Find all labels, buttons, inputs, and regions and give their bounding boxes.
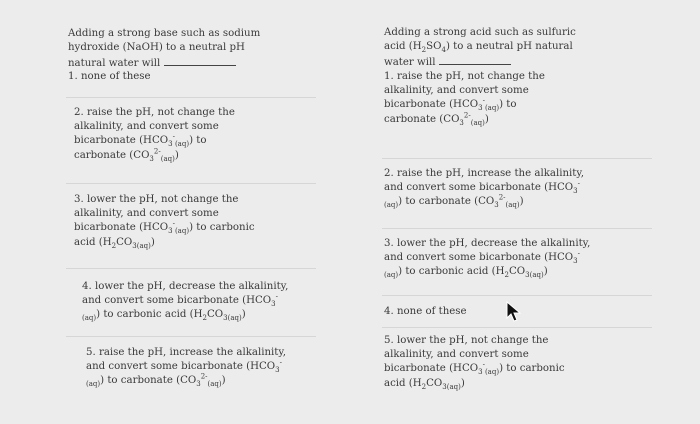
option-text: $_{(aq)}$) to carbonic acid $(H_2CO_{3(aq)})$: [82, 309, 246, 323]
option-text: bicarbonate $(HCO_3^-_{(aq)})$ to carbonic: [74, 220, 255, 236]
question-line: acid $(H_2SO_4)$ to a neutral pH natural: [384, 41, 573, 55]
option-text: carbonate $(CO_3^{2-}_{(aq)})$: [384, 111, 489, 127]
option-text: alkalinity, and convert some: [74, 208, 219, 220]
right-option-3[interactable]: [384, 237, 590, 280]
option-text: 3. lower the pH, decrease the alkalinity,: [384, 238, 591, 249]
option-text: acid $(H_2CO_{3(aq)})$: [74, 236, 155, 250]
option-text: alkalinity, and convert some: [384, 85, 529, 97]
option-text: bicarbonate $(HCO_3^-_{(aq)})$ to carbonic: [384, 361, 565, 377]
option-text: $_{(aq)}$) to carbonate $(CO_3^{2-}_{(aq)})$: [384, 194, 524, 210]
option-text: 5. raise the pH, increase the alkalinity,: [86, 347, 287, 358]
option-text: bicarbonate $(HCO_3^-_{(aq)})$ to: [74, 133, 207, 149]
option-text: 1. raise the pH, not change the: [384, 71, 545, 82]
option-text: and convert some bicarbonate ($HCO_3^-$: [86, 358, 282, 375]
right-option-5[interactable]: [384, 334, 565, 391]
right-question-stem: [384, 26, 576, 71]
left-option-2[interactable]: [74, 106, 235, 163]
question-line: Adding a strong acid such as sulfuric: [384, 27, 576, 38]
option-text: acid $(H_2CO_{3(aq)})$: [384, 377, 465, 391]
divider: [382, 295, 652, 296]
option-text: 3. lower the pH, not change the: [74, 194, 239, 205]
question-line: water will: [384, 54, 576, 70]
right-option-2[interactable]: [384, 167, 584, 210]
left-question-panel: [0, 0, 330, 424]
option-text: 2. raise the pH, increase the alkalinity,: [384, 168, 585, 179]
divider: [66, 268, 316, 269]
question-line: Adding a strong base such as sodium: [68, 28, 261, 39]
option-text: alkalinity, and convert some: [74, 121, 219, 133]
option-text: 1. none of these: [68, 71, 151, 82]
option-text: and convert some bicarbonate ($HCO_3^-$: [384, 249, 580, 266]
left-option-4[interactable]: [82, 280, 288, 323]
divider: [382, 327, 652, 328]
right-option-1[interactable]: [384, 70, 545, 127]
divider: [382, 228, 652, 229]
option-text: 2. raise the pH, not change the: [74, 107, 235, 118]
divider: [66, 97, 316, 98]
answer-blank: [164, 55, 236, 66]
divider: [66, 183, 316, 184]
option-text: bicarbonate $(HCO_3^-_{(aq)})$ to: [384, 97, 517, 113]
option-text: $_{(aq)}$) to carbonic acid $(H_2CO_{3(aq)})$: [384, 266, 548, 280]
option-text: carbonate $(CO_3^{2-}_{(aq)})$: [74, 147, 179, 163]
option-text: and convert some bicarbonate ($HCO_3^-$: [82, 292, 278, 309]
option-text: 4. none of these: [384, 306, 467, 317]
option-text: 4. lower the pH, decrease the alkalinity,: [82, 281, 289, 292]
mouse-pointer-icon: [506, 301, 524, 323]
option-text: alkalinity, and convert some: [384, 349, 529, 361]
left-question-stem: [68, 27, 260, 72]
right-question-panel: [350, 0, 680, 424]
divider: [382, 158, 652, 159]
option-text: 5. lower the pH, not change the: [384, 335, 549, 346]
answer-blank: [439, 54, 511, 65]
divider: [66, 336, 316, 337]
option-text: and convert some bicarbonate ($HCO_3^-$: [384, 179, 580, 196]
left-option-1[interactable]: [68, 70, 151, 84]
option-text: $_{(aq)}$) to carbonate $(CO_3^{2-}_{(aq)})$: [86, 373, 226, 389]
left-option-5[interactable]: [86, 346, 286, 389]
question-line: hydroxide (NaOH) to a neutral pH: [68, 42, 245, 54]
left-option-3[interactable]: [74, 193, 255, 250]
question-line: natural water will: [68, 55, 260, 71]
right-option-4[interactable]: [384, 305, 467, 319]
